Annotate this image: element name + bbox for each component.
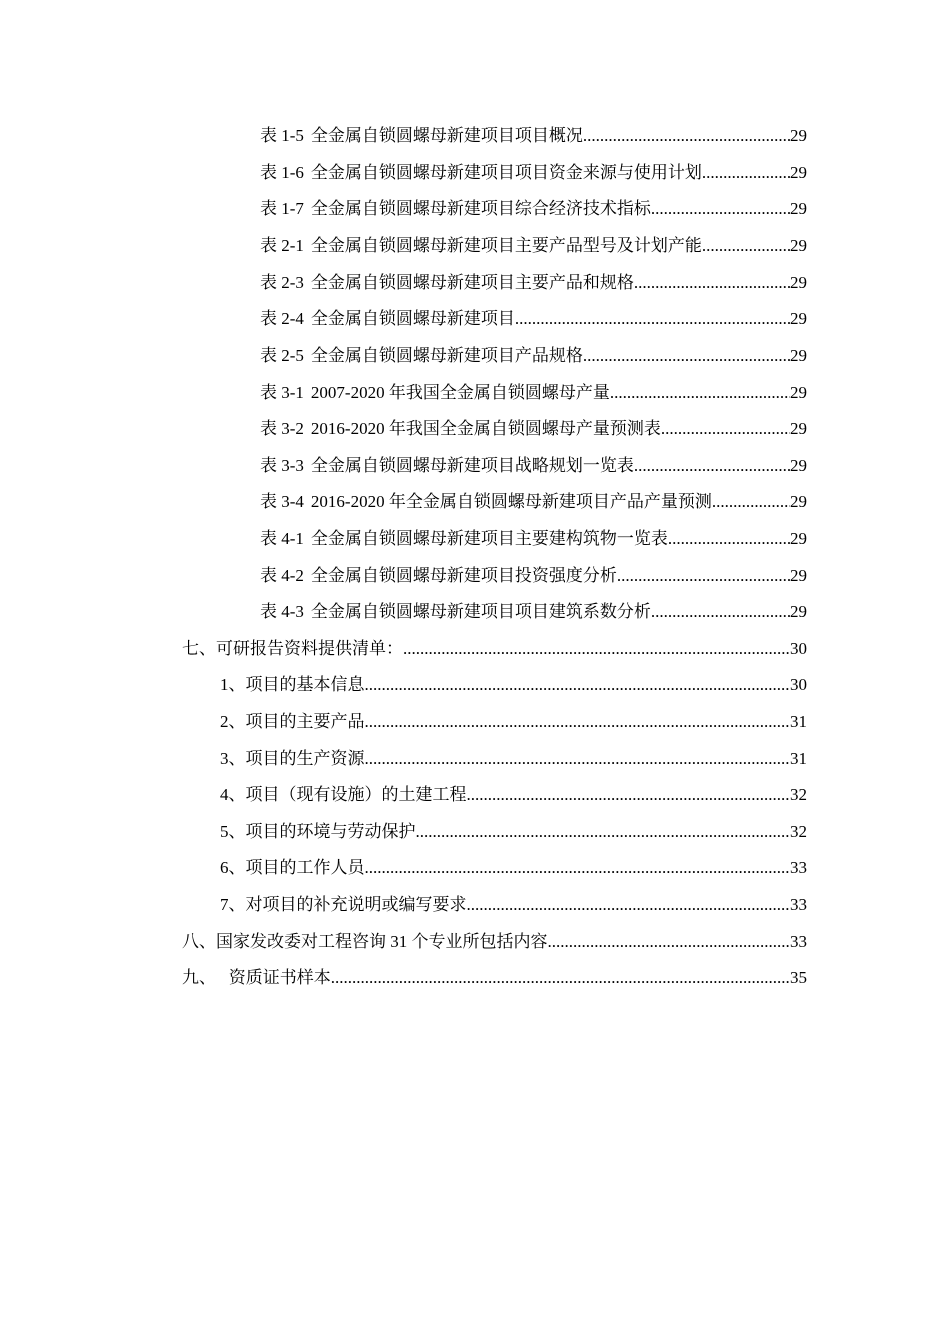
toc-dot-leader	[467, 777, 791, 813]
toc-dot-leader	[416, 814, 791, 850]
toc-entry-number: 表 1-7	[260, 199, 304, 218]
toc-page-number: 29	[790, 163, 807, 182]
toc-entry[interactable]	[220, 741, 807, 777]
toc-page-number: 33	[790, 895, 807, 914]
toc-entry-title: 2007-2020 年我国全金属自锁圆螺母产量	[310, 383, 610, 402]
toc-entry-title: 2016-2020 年全金属自锁圆螺母新建项目产品产量预测	[310, 492, 712, 511]
toc-entry-title: 全金属自锁圆螺母新建项目投资强度分析	[310, 566, 617, 585]
toc-entry[interactable]	[260, 411, 807, 447]
toc-page-number: 29	[790, 383, 807, 402]
toc-page-number: 32	[790, 822, 807, 841]
toc-dot-leader	[702, 155, 790, 191]
toc-entry-title: 全金属自锁圆螺母新建项目项目建筑系数分析	[310, 602, 651, 621]
toc-entry[interactable]	[260, 594, 807, 630]
toc-entry[interactable]	[260, 484, 807, 520]
toc-entry-title: 全金属自锁圆螺母新建项目主要产品型号及计划产能	[310, 236, 702, 255]
toc-entry-number: 表 3-4	[260, 492, 304, 511]
toc-page-number: 33	[790, 858, 807, 877]
toc-page-number: 35	[790, 968, 807, 987]
toc-dot-leader	[661, 411, 790, 447]
toc-entry[interactable]	[260, 191, 807, 227]
toc-entry-title: 3、项目的生产资源	[220, 749, 365, 768]
toc-entry-title: 6、项目的工作人员	[220, 858, 365, 877]
toc-entry-title: 全金属自锁圆螺母新建项目战略规划一览表	[310, 456, 634, 475]
toc-page-number: 29	[790, 602, 807, 621]
toc-dot-leader	[651, 594, 790, 630]
toc-dot-leader	[702, 228, 790, 264]
toc-entry-title: 2016-2020 年我国全金属自锁圆螺母产量预测表	[310, 419, 661, 438]
toc-entry-title: 全金属自锁圆螺母新建项目项目概况	[310, 126, 583, 145]
toc-dot-leader	[331, 960, 790, 996]
toc-page-number: 31	[790, 749, 807, 768]
toc-entry-title: 全金属自锁圆螺母新建项目综合经济技术指标	[310, 199, 651, 218]
toc-page-number: 29	[790, 236, 807, 255]
toc-entry[interactable]	[220, 667, 807, 703]
toc-entry-title: 七、可研报告资料提供清单：	[182, 639, 403, 658]
toc-entry-number: 表 3-1	[260, 383, 304, 402]
toc-entry[interactable]	[260, 118, 807, 154]
toc-entry-number: 表 2-1	[260, 236, 304, 255]
toc-entry[interactable]	[260, 521, 807, 557]
toc-dot-leader	[365, 704, 791, 740]
toc-dot-leader	[548, 924, 791, 960]
toc-entry-number: 表 2-3	[260, 273, 304, 292]
toc-page-number: 29	[790, 529, 807, 548]
toc-page-number: 31	[790, 712, 807, 731]
toc-dot-leader	[365, 741, 791, 777]
toc-entry-title: 全金属自锁圆螺母新建项目产品规格	[310, 346, 583, 365]
toc-entry-title: 全金属自锁圆螺母新建项目项目资金来源与使用计划	[310, 163, 702, 182]
toc-entry[interactable]	[220, 814, 807, 850]
toc-entry[interactable]	[260, 265, 807, 301]
toc-page-number: 30	[790, 639, 807, 658]
toc-dot-leader	[467, 887, 791, 923]
toc-page-number: 29	[790, 199, 807, 218]
toc-entry-number: 表 2-4	[260, 309, 304, 328]
toc-entry[interactable]	[260, 155, 807, 191]
toc-entry-number: 表 4-1	[260, 529, 304, 548]
toc-page-number: 29	[790, 309, 807, 328]
toc-entry-title: 八、国家发改委对工程咨询 31 个专业所包括内容	[182, 932, 548, 951]
toc-page-number: 29	[790, 346, 807, 365]
toc-entry[interactable]	[260, 375, 807, 411]
toc-page-number: 29	[790, 126, 807, 145]
toc-entry-title: 全金属自锁圆螺母新建项目主要建构筑物一览表	[310, 529, 668, 548]
toc-page-number: 29	[790, 566, 807, 585]
toc-entry[interactable]	[260, 448, 807, 484]
toc-entry[interactable]	[220, 887, 807, 923]
toc-dot-leader	[668, 521, 790, 557]
toc-dot-leader	[651, 191, 790, 227]
toc-entry[interactable]	[220, 777, 807, 813]
toc-dot-leader	[403, 631, 790, 667]
toc-entry[interactable]	[220, 850, 807, 886]
toc-dot-leader	[617, 558, 790, 594]
toc-entry[interactable]	[260, 228, 807, 264]
toc-page-number: 29	[790, 456, 807, 475]
toc-entry[interactable]	[182, 960, 807, 996]
toc-page-number: 33	[790, 932, 807, 951]
toc-entry-number: 表 1-6	[260, 163, 304, 182]
toc-dot-leader	[610, 375, 790, 411]
toc-entry-number: 表 1-5	[260, 126, 304, 145]
toc-entry-title: 2、项目的主要产品	[220, 712, 365, 731]
toc-entry[interactable]	[220, 704, 807, 740]
toc-entry-title: 全金属自锁圆螺母新建项目	[310, 309, 515, 328]
toc-entry-title: 5、项目的环境与劳动保护	[220, 822, 416, 841]
toc-page-number: 29	[790, 273, 807, 292]
toc-page-number: 29	[790, 419, 807, 438]
toc-entry-number: 表 2-5	[260, 346, 304, 365]
toc-dot-leader	[365, 667, 791, 703]
toc-dot-leader	[515, 301, 790, 337]
toc-dot-leader	[583, 338, 790, 374]
toc-page-number: 32	[790, 785, 807, 804]
toc-page-number: 29	[790, 492, 807, 511]
toc-entry[interactable]	[182, 631, 807, 667]
toc-page-number: 30	[790, 675, 807, 694]
toc-entry-title: 7、对项目的补充说明或编写要求	[220, 895, 467, 914]
toc-entry-number: 表 3-3	[260, 456, 304, 475]
toc-entry[interactable]	[260, 301, 807, 337]
toc-entry-number: 表 4-2	[260, 566, 304, 585]
toc-dot-leader	[634, 448, 790, 484]
toc-entry-title: 4、项目（现有设施）的土建工程	[220, 785, 467, 804]
toc-entry-title: 1、项目的基本信息	[220, 675, 365, 694]
toc-entry-title: 全金属自锁圆螺母新建项目主要产品和规格	[310, 273, 634, 292]
toc-entry-title: 九、 资质证书样本	[182, 968, 331, 987]
toc-entry-number: 表 3-2	[260, 419, 304, 438]
toc-entry-number: 表 4-3	[260, 602, 304, 621]
toc-entry[interactable]	[260, 558, 807, 594]
toc-entry[interactable]	[182, 924, 807, 960]
toc-dot-leader	[712, 484, 790, 520]
toc-dot-leader	[583, 118, 790, 154]
toc-entry[interactable]	[260, 338, 807, 374]
toc-dot-leader	[634, 265, 790, 301]
toc-dot-leader	[365, 850, 791, 886]
